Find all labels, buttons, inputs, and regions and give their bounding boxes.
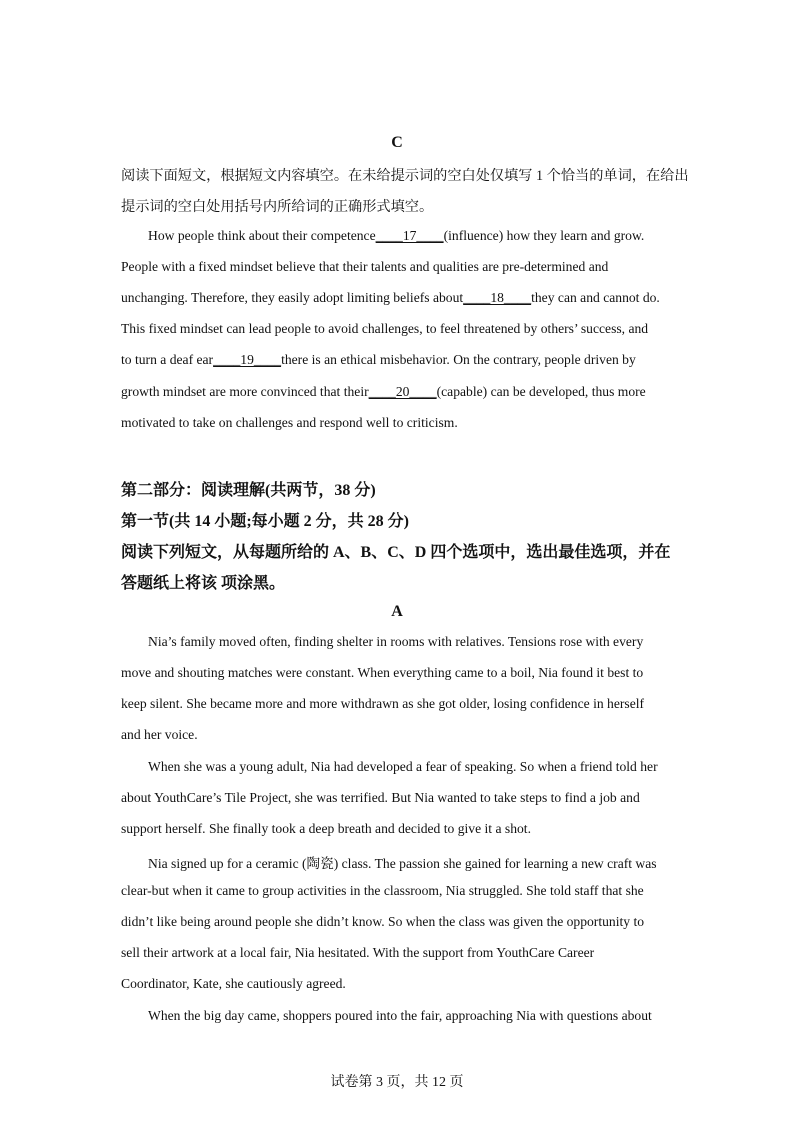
blank-18[interactable]: ____18____	[463, 290, 532, 305]
passage-c-line-1	[148, 228, 644, 244]
passage-a-line: support herself. She finally took a deep breath and decided to give it a shot.	[121, 821, 531, 836]
blank-20[interactable]: ____20____	[368, 384, 437, 399]
passage-text: to turn a deaf ear	[121, 352, 214, 367]
passage-c-line-7: motivated to take on challenges and respond well to criticism.	[121, 415, 458, 430]
passage-c-line-6	[121, 384, 646, 400]
section-c-heading: C	[391, 134, 403, 151]
passage-a-line: When she was a young adult, Nia had developed a fear of speaking. So when a friend told her	[148, 759, 658, 774]
passage-c-line-4: This fixed mindset can lead people to avoid challenges, to feel threatened by others’ success, and	[121, 321, 649, 336]
passage-c-line-2: People with a fixed mindset believe that their talents and qualities are pre-determined and	[121, 259, 609, 274]
passage-text: How people think about their competence	[148, 228, 376, 243]
reading-directions-line-2: 答题纸上将该 项涂黑。	[121, 575, 286, 592]
passage-a-line: When the big day came, shoppers poured into the fair, approaching Nia with questions about	[148, 1008, 652, 1023]
section-a-heading: A	[391, 603, 403, 620]
section-c-instructions-line-1: 阅读下面短文，根据短文内容填空。在未给提示词的空白处仅填写 1 个恰当的单词，在给出	[121, 168, 689, 184]
passage-a-line: Coordinator, Kate, she cautiously agreed.	[121, 976, 346, 991]
passage-a-line: keep silent. She became more and more withdrawn as she got older, losing confidence in herself	[121, 696, 645, 711]
passage-text: (capable) can be developed, thus more	[436, 384, 646, 399]
page-footer: 试卷第 3 页，共 12 页	[330, 1075, 464, 1090]
passage-text: they can and cannot do.	[531, 290, 660, 305]
passage-a-line: Nia’s family moved often, finding shelter in rooms with relatives. Tensions rose with every	[148, 634, 644, 649]
passage-a-line: move and shouting matches were constant. When everything came to a boil, Nia found it best to	[121, 665, 644, 680]
passage-text: unchanging. Therefore, they easily adopt limiting beliefs about	[121, 290, 464, 305]
passage-c-line-3	[121, 290, 660, 306]
section-c-instructions-line-2: 提示词的空白处用括号内所给词的正确形式填空。	[121, 199, 434, 215]
reading-directions-line-1: 阅读下列短文，从每题所给的 A、B、C、D 四个选项中，选出最佳选项，并在	[121, 544, 671, 561]
passage-a-line: about YouthCare’s Tile Project, she was terrified. But Nia wanted to take steps to find a job and	[121, 790, 640, 805]
section-one-title: 第一节(共 14 小题;每小题 2 分，共 28 分)	[121, 513, 409, 530]
passage-a-line: sell their artwork at a local fair, Nia hesitated. With the support from YouthCare Career	[121, 945, 595, 960]
passage-text: (influence) how they learn and grow.	[443, 228, 645, 243]
blank-17[interactable]: ____17____	[375, 228, 444, 243]
blank-19[interactable]: ____19____	[213, 352, 282, 367]
passage-text: there is an ethical misbehavior. On the contrary, people driven by	[281, 352, 636, 367]
passage-c-line-5	[121, 352, 636, 368]
passage-text: growth mindset are more convinced that their	[121, 384, 369, 399]
passage-a-line: clear-but when it came to group activities in the classroom, Nia struggled. She told staff that she	[121, 883, 644, 898]
part-two-title: 第二部分：阅读理解(共两节，38 分)	[121, 482, 376, 499]
passage-a-line: Nia signed up for a ceramic (陶瓷) class. The passion she gained for learning a new craft was	[148, 856, 657, 871]
passage-a-line: and her voice.	[121, 727, 198, 742]
passage-a-line: didn’t like being around people she didn’t know. So when the class was given the opportunity to	[121, 914, 645, 929]
